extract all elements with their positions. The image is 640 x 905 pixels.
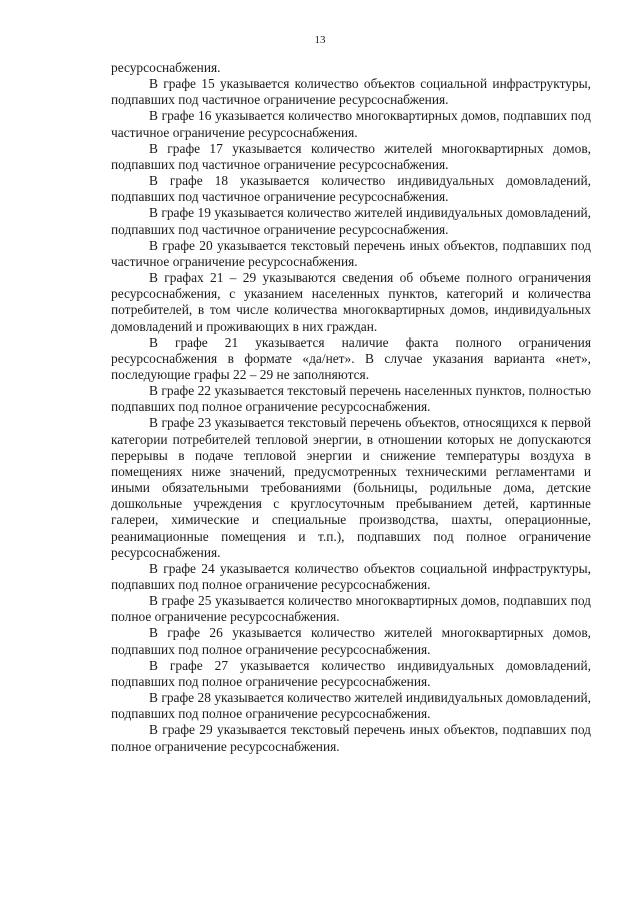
paragraph-continuation: ресурсоснабжения. [111, 60, 221, 75]
paragraph-column-26: В графе 26 указывается количество жителей многоквартирных домов, подпавших под полное ограничение ресурсоснабжения. [111, 625, 591, 657]
paragraph-column-16: В графе 16 указывается количество многоквартирных домов, подпавших под частичное ограничение ресурсоснабжения. [111, 108, 591, 140]
paragraph-column-20: В графе 20 указывается текстовый перечень иных объектов, подпавших под частичное ограничение ресурсоснабжения. [111, 237, 591, 269]
paragraph-column-27: В графе 27 указывается количество индивидуальных домовладений, подпавших под полное ограничение ресурсоснабжения. [111, 657, 591, 689]
paragraph-column-17: В графе 17 указывается количество жителей многоквартирных домов, подпавших под частичное ограничение ресурсоснабжения. [111, 140, 591, 172]
paragraph-column-21: В графе 21 указывается наличие факта полного ограничения ресурсоснабжения в формате «да/нет». В случае указания варианта «нет», последующие графы 22 – 29 не заполняются. [111, 334, 591, 382]
page-body [111, 60, 591, 755]
paragraph-column-28: В графе 28 указывается количество жителей индивидуальных домовладений, подпавших под полное ограничение ресурсоснабжения. [111, 690, 591, 722]
paragraph-column-25: В графе 25 указывается количество многоквартирных домов, подпавших под полное ограничение ресурсоснабжения. [111, 593, 591, 625]
page-number: 13 [314, 34, 326, 46]
paragraph-column-23: В графе 23 указывается текстовый перечень объектов, относящихся к первой категории потребителей тепловой энергии, в отношении которых не допускаются перерывы в подаче тепловой энергии и снижение температуры воздуха в помещениях ниже значений, предусмотренных техническими регламентами и иными обязательными требованиями (больницы, родильные дома, детские дошкольные учреждения с круглосуточным пребыванием детей, картинные галереи, химические и специальные производства, шахты, операционные, реанимационные помещения и т.п.), подпавших под полное ограничение ресурсоснабжения. [111, 415, 591, 560]
paragraph-column-18: В графе 18 указывается количество индивидуальных домовладений, подпавших под частичное ограничение ресурсоснабжения. [111, 173, 591, 205]
paragraph-column-29: В графе 29 указывается текстовый перечень иных объектов, подпавших под полное ограничение ресурсоснабжения. [111, 722, 591, 754]
paragraph-column-24: В графе 24 указывается количество объектов социальной инфраструктуры, подпавших под полное ограничение ресурсоснабжения. [111, 560, 591, 592]
paragraph-columns-21-29: В графах 21 – 29 указываются сведения об объеме полного ограничения ресурсоснабжения, с указанием населенных пунктов, категорий и количества потребителей, в том числе количества многоквартирных домов, индивидуальных домовладений и проживающих в них граждан. [111, 270, 591, 334]
paragraph-column-19: В графе 19 указывается количество жителей индивидуальных домовладений, подпавших под частичное ограничение ресурсоснабжения. [111, 205, 591, 237]
paragraph-column-22: В графе 22 указывается текстовый перечень населенных пунктов, полностью подпавших под полное ограничение ресурсоснабжения. [111, 383, 591, 415]
paragraph-column-15: В графе 15 указывается количество объектов социальной инфраструктуры, подпавших под частичное ограничение ресурсоснабжения. [111, 76, 591, 108]
